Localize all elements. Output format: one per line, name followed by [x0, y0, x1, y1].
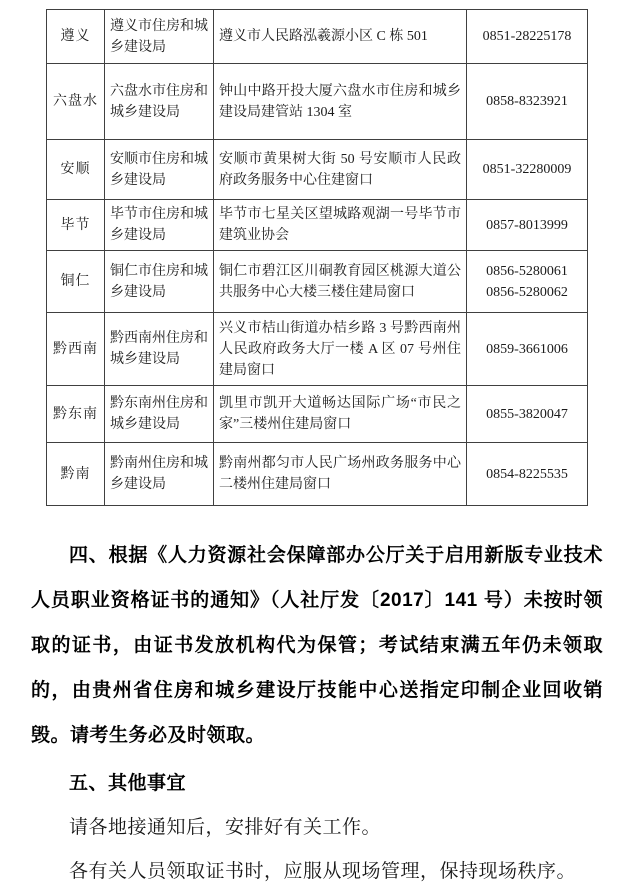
table-row [47, 386, 588, 443]
address-cell: 铜仁市碧江区川硐教育园区桃源大道公共服务中心大楼三楼住建局窗口 [214, 251, 467, 313]
phone-cell [467, 251, 588, 313]
table-row [47, 140, 588, 200]
phone-cell [467, 64, 588, 140]
phone-cell [467, 313, 588, 386]
city-cell: 黔东南 [47, 386, 105, 443]
bureau-cell: 毕节市住房和城乡建设局 [105, 200, 214, 251]
section-5-line-1: 请各地接通知后，安排好有关工作。 [69, 817, 382, 838]
address-cell: 兴义市桔山街道办桔乡路 3 号黔西南州人民政府政务大厅一楼 A 区 07 号州住建局窗口 [214, 313, 467, 386]
address-cell: 毕节市七星关区望城路观湖一号毕节市建筑业协会 [214, 200, 467, 251]
bureau-cell: 黔西南州住房和城乡建设局 [105, 313, 214, 386]
phone-number: 0856-5280062 [486, 284, 568, 300]
phone-number: 0851-32280009 [482, 162, 572, 177]
phone-cell [467, 140, 588, 200]
bureau-cell: 六盘水市住房和城乡建设局 [105, 64, 214, 140]
city-cell: 黔西南 [47, 313, 105, 386]
table-row [47, 443, 588, 506]
section-5-line-2: 各有关人员领取证书时，应服从现场管理，保持现场秩序。 [69, 861, 577, 882]
phone-number: 0856-5280061 [486, 263, 568, 279]
phone-number: 0858-8323921 [486, 94, 568, 109]
address-cell: 遵义市人民路泓羲源小区 C 栋 501 [214, 10, 467, 64]
bureau-cell: 遵义市住房和城乡建设局 [105, 10, 214, 64]
bureau-cell: 安顺市住房和城乡建设局 [105, 140, 214, 200]
phone-number: 0859-3661006 [486, 341, 568, 357]
bureau-cell: 黔东南州住房和城乡建设局 [105, 386, 214, 443]
bureau-cell: 铜仁市住房和城乡建设局 [105, 251, 214, 313]
phone-cell [467, 443, 588, 506]
table-row [47, 251, 588, 313]
section-4-paragraph: 四、根据《人力资源社会保障部办公厅关于启用新版专业技术人员职业资格证书的通知》（人社厅发〔2017〕141 号）未按时领取的证书，由证书发放机构代为保管；考试结束满五年仍未领取的，由贵州省住房和城乡建设厅技能中心送指定印制企业回收销毁。请考生务必及时领取。 [31, 545, 603, 746]
table-row [47, 200, 588, 251]
phone-number: 0854-8225535 [486, 466, 568, 482]
certificate-pickup-contact-table [46, 9, 588, 506]
city-cell: 遵义 [47, 10, 105, 64]
phone-number: 0855-3820047 [486, 406, 568, 422]
section-5-heading: 五、其他事宜 [69, 773, 187, 794]
table-row [47, 313, 588, 386]
city-cell: 六盘水 [47, 64, 105, 140]
phone-number: 0857-8013999 [486, 217, 568, 233]
phone-number: 0851-28225178 [482, 29, 572, 44]
city-cell: 黔南 [47, 443, 105, 506]
phone-cell [467, 386, 588, 443]
city-cell: 铜仁 [47, 251, 105, 313]
city-cell: 安顺 [47, 140, 105, 200]
table-row [47, 64, 588, 140]
address-cell: 钟山中路开投大厦六盘水市住房和城乡建设局建管站 1304 室 [214, 64, 467, 140]
address-cell: 安顺市黄果树大街 50 号安顺市人民政府政务服务中心住建窗口 [214, 140, 467, 200]
contact-table-body [47, 10, 588, 506]
city-cell: 毕节 [47, 200, 105, 251]
phone-cell [467, 10, 588, 64]
address-cell: 凯里市凯开大道畅达国际广场“市民之家”三楼州住建局窗口 [214, 386, 467, 443]
table-row [47, 10, 588, 64]
address-cell: 黔南州都匀市人民广场州政务服务中心二楼州住建局窗口 [214, 443, 467, 506]
bureau-cell: 黔南州住房和城乡建设局 [105, 443, 214, 506]
phone-cell [467, 200, 588, 251]
